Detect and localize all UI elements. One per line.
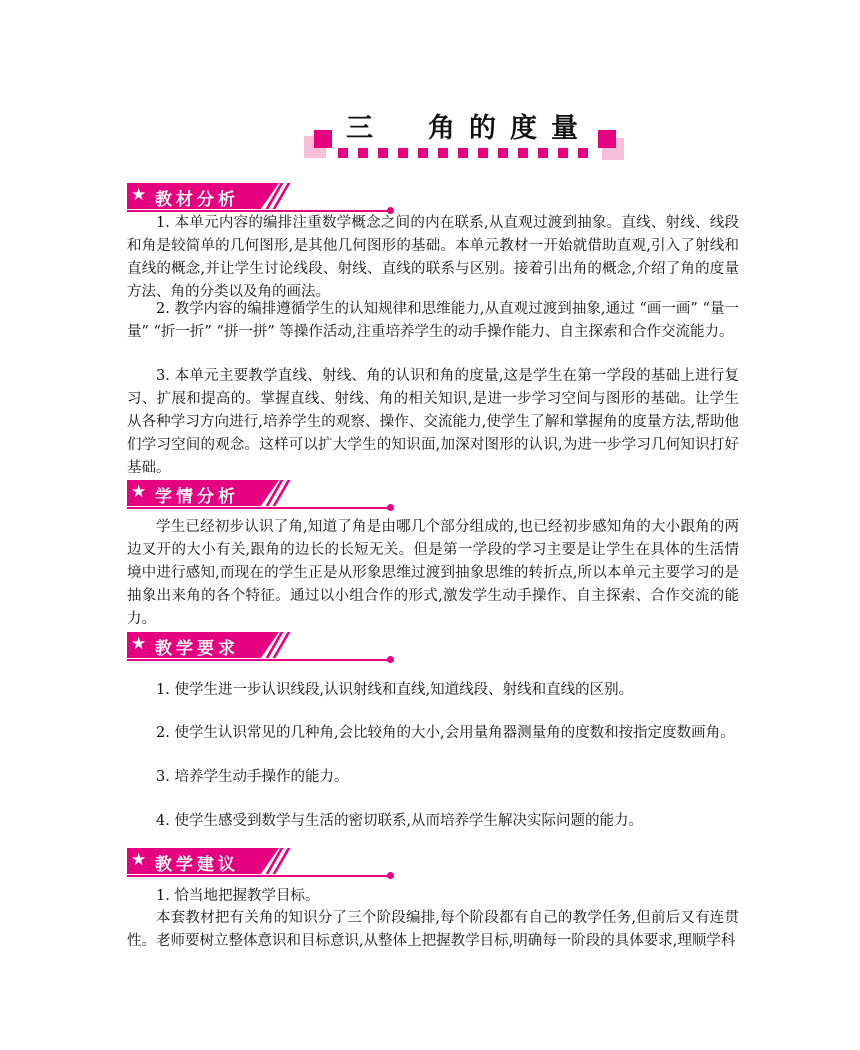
section-heading: 教学要求 [155, 639, 239, 659]
list-item: 3. 培养学生动手操作的能力。 [156, 769, 349, 785]
paragraph: 本套教材把有关角的知识分了三个阶段编排,每个阶段都有自己的教学任务,但前后又有连贯性。老师要树立整体意识和目标意识,从整体上把握教学目标,明确每一阶段的具体要求,理顺学科 [127, 910, 739, 949]
paragraph: 3. 本单元主要教学直线、射线、角的认识和角的度量,这是学生在第一学段的基础上进行复习、扩展和提高的。掌握直线、射线、角的相关知识,是进一步学习空间与图形的基础。让学生从各种学习方向进行,培养学生的观察、操作、交流能力,使学生了解和掌握角的度量方法,帮助他们学习空间的观念。这样可以扩大学生的知识面,加深对图形的认识,为进一步学习几何知识打好基础。 [127, 368, 739, 476]
title-dash-row [338, 148, 598, 158]
list-item: 2. 使学生认识常见的几种角,会比较角的大小,会用量角器测量角的度数和按指定度数画角。 [156, 725, 735, 741]
section-dot [387, 504, 394, 511]
list-item: 1. 恰当地把握教学目标。 [156, 888, 320, 904]
section-heading: 学情分析 [155, 487, 239, 507]
section-heading: 教学建议 [155, 855, 239, 875]
chapter-title [300, 106, 630, 166]
section-underline [127, 507, 389, 509]
paragraph: 2. 教学内容的编排遵循学生的认知规律和思维能力,从直观过渡到抽象,通过 “画一画” “量一量” “折一折” “拼一拼” 等操作活动,注重培养学生的动手操作能力、自主探索和合作交流能力。 [127, 301, 739, 340]
paragraph: 学生已经初步认识了角,知道了角是由哪几个部分组成的,也已经初步感知角的大小跟角的两边叉开的大小有关,跟角的边长的长短无关。但是第一学段的学习主要是让学生在具体的生活情境中进行感知,而现在的学生正是从形象思维过渡到抽象思维的转折点,所以本单元主要学习的是抽象出来角的各个特征。通过以小组合作的形式,激发学生动手操作、自主探索、合作交流的能力。 [127, 519, 739, 627]
section-dot [387, 872, 394, 879]
star-icon: ★ [131, 482, 147, 502]
paragraph: 1. 本单元内容的编排注重数学概念之间的内在联系,从直观过渡到抽象。直线、射线、线段和角是较简单的几何图形,是其他几何图形的基础。本单元教材一开始就借助直观,引入了射线和直线的概念,并让学生讨论线段、射线、直线的联系与区别。接着引出角的概念,介绍了角的度量方法、角的分类以及角的画法。 [127, 215, 739, 300]
section-header-requirements [127, 632, 397, 662]
star-icon: ★ [131, 634, 147, 654]
section-dot [387, 656, 394, 663]
star-icon: ★ [131, 850, 147, 870]
section-header-suggestions [127, 848, 397, 878]
section-header-student [127, 480, 397, 510]
section-underline [127, 875, 389, 877]
section-heading: 教材分析 [155, 190, 239, 210]
title-decoration-right [598, 130, 616, 148]
page-title: 三 角的度量 [346, 113, 592, 144]
title-decoration-left [314, 130, 332, 148]
list-item: 1. 使学生进一步认识线段,认识射线和直线,知道线段、射线和直线的区别。 [156, 682, 634, 698]
star-icon: ★ [131, 185, 147, 205]
section-header-analysis [127, 183, 397, 213]
list-item: 4. 使学生感受到数学与生活的密切联系,从而培养学生解决实际问题的能力。 [156, 813, 644, 829]
section-underline [127, 659, 389, 661]
